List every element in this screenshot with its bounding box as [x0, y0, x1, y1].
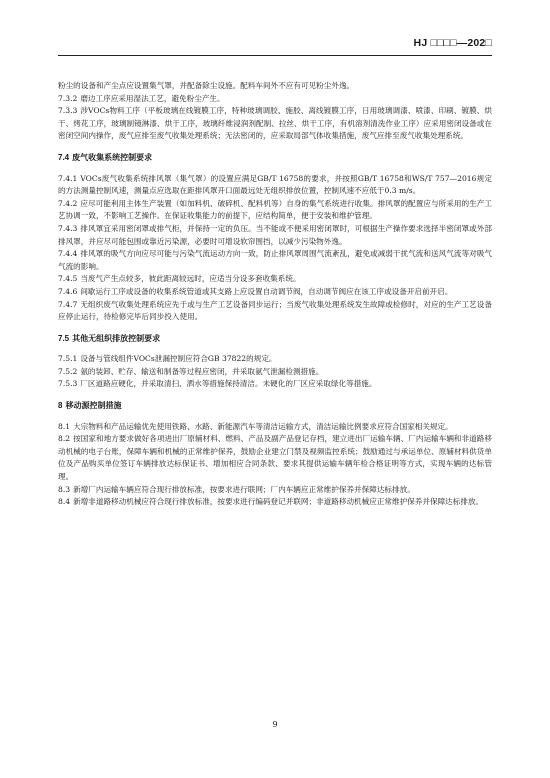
- clause-paragraph: [58, 223, 492, 248]
- clause-text: 设备与管线组件VOCs泄漏控制应符合GB 37822的规定。: [80, 354, 277, 364]
- section-heading: [58, 333, 492, 346]
- clause-number: 8: [58, 401, 63, 411]
- clause-number: 7.4: [58, 152, 70, 162]
- clause-text: 氨的装卸、贮存、输送和制备等过程应密闭，并采取氨气泄漏检测措施。: [80, 366, 324, 376]
- heading-text: 废气收集系统控制要求: [72, 152, 153, 162]
- clause-number: 7.4.3: [58, 223, 78, 233]
- clause-number: 7.4.6: [58, 286, 78, 296]
- clause-text: 新增非道路移动机械应符合现行排放标准，按要求进行编码登记并联网；非道路移动机械应正常维护保养并保障达标排放。: [73, 497, 484, 507]
- clause-paragraph: [58, 484, 492, 497]
- clause-text: 按国家和地方要求做好各项进出厂原辅材料、燃料、产品及副产品登记存档，建立进出厂运输车辆、厂内运输车辆和非道路移动机械的电子台账，保障车辆和机械的正常维护保养，鼓励企业建立门禁及视频监控系统；鼓励通过与承运单位、原辅材料供货单位及产品购买单位签订车辆排放达标保证书、增加相应合同条款、要求其提供运输车辆年检合格证明等方式，实现车辆的达标管理。: [58, 434, 492, 482]
- clause-number: 7.5.1: [58, 354, 78, 364]
- clause-number: 7.4.4: [58, 249, 78, 259]
- clause-number: 8.2: [58, 434, 71, 444]
- clause-text: 排风罩宜采用密闭罩或排气柜，并保持一定的负压。当不能或不便采用密闭罩时，可根据生产操作要求选择半密闭罩或外部排风罩，并应尽可能包围或靠近污染源，必要时可增设软帘围挡，以减少污染物外逸。: [58, 223, 492, 246]
- clause-paragraph: [58, 353, 492, 366]
- page-number: 9: [272, 720, 278, 729]
- clause-number: 7.4.1: [58, 173, 78, 183]
- clause-paragraph: [58, 496, 492, 509]
- clause-number: 7.4.2: [58, 198, 78, 208]
- clause-number: 7.3.3: [58, 106, 78, 116]
- section-heading: [58, 152, 492, 165]
- document-body: [58, 80, 492, 509]
- clause-number: 7.5.2: [58, 366, 78, 376]
- clause-paragraph: [58, 378, 492, 391]
- clause-number: 8.3: [58, 484, 71, 494]
- clause-number: 7.5: [58, 333, 70, 343]
- clause-paragraph: [58, 366, 492, 379]
- clause-paragraph: [58, 286, 492, 299]
- heading-text: 移动源控制措施: [65, 401, 122, 411]
- clause-text: 厂区道路应硬化，并采取清扫、洒水等措施保持清洁。未硬化的厂区应采取绿化等措施。: [80, 379, 377, 389]
- clause-paragraph: [58, 198, 492, 223]
- clause-paragraph: [58, 421, 492, 434]
- clause-paragraph: [58, 105, 492, 143]
- clause-text: 磨边工序应采用湿法工艺，避免粉尘产生。: [80, 93, 225, 103]
- clause-text: 间歇运行工序或设备的收集系统管道或其支路上应设置自动调节阀，自动调节阀应在该工序或设备开启前开启。: [80, 286, 453, 296]
- clause-text: 大宗物料和产品运输优先使用铁路、水路、新能源汽车等清洁运输方式，清洁运输比例要求应符合国家相关规定。: [73, 421, 453, 431]
- clause-text: VOCs废气收集系统排风罩（集气罩）的设置应满足GB/T 16758的要求，并按照GB/T 16758和WS/T 757—2016规定的方法测量控制风速，测量点应选取在距排风罩开口面最远处无组织排放位置，控制风速不应低于0.3 m/s。: [58, 173, 492, 196]
- clause-text: 粉尘的设备和产尘点应设置集气罩，并配备除尘设施。配料车间外不应有可见粉尘外逸。: [58, 81, 355, 90]
- clause-number: 7.5.3: [58, 379, 78, 389]
- standard-code-header: HJ □□□□—202□: [413, 37, 492, 49]
- clause-paragraph: [58, 173, 492, 198]
- clause-number: 7.4.5: [58, 274, 78, 284]
- clause-paragraph: [58, 80, 492, 93]
- clause-text: 新增厂内运输车辆应符合现行排放标准，按要求进行联网；厂内车辆应正常维护保养并保障达标排放。: [73, 484, 415, 494]
- clause-number: 7.4.7: [58, 299, 78, 309]
- clause-paragraph: [58, 433, 492, 483]
- clause-paragraph: [58, 273, 492, 286]
- clause-text: 当废气产生点较多，彼此距离较远时，应适当分设多套收集系统。: [80, 274, 301, 284]
- section-heading: [58, 400, 492, 413]
- clause-text: 排风罩的吸气方向应尽可能与污染气流运动方向一致，防止排风罩周围气流紊乱，避免或减弱干扰气流和送风气流等对吸气气流的影响。: [58, 249, 492, 271]
- clause-text: 涉VOCs物料工序（平板玻璃在线镀膜工序，特种玻璃调胶、施胶、离线镀膜工序，日用玻璃调漆、喷漆、印刷、镀膜、烘干、烤花工序，玻璃制镜淋漆、烘干工序，玻璃纤维浸润剂配制、拉丝、烘干工序，有机溶剂清洗作业工序）应采用密闭设备或在密闭空间内操作，废气应排至废气收集处理系统；无法密闭的，应采取局部气体收集措施，废气应排至废气收集处理系统。: [58, 106, 492, 141]
- clause-paragraph: [58, 93, 492, 106]
- clause-text: 应尽可能利用主体生产装置（如加料机、破碎机、配料机等）自身的集气系统进行收集。排风罩的配置应与所采用的生产工艺协调一致，不影响工艺操作。在保证收集能力的前提下，应结构简单，便于安装和维护管理。: [58, 198, 492, 221]
- header-rule: [58, 55, 492, 56]
- heading-text: 其他无组织排放控制要求: [72, 333, 161, 343]
- clause-paragraph: [58, 248, 492, 273]
- clause-paragraph: [58, 299, 492, 324]
- clause-text: 无组织废气收集处理系统应先于或与生产工艺设备同步运行；当废气收集处理系统发生故障或检修时，对应的生产工艺设备应停止运行，待检修完毕后同步投入使用。: [58, 299, 492, 322]
- clause-number: 7.3.2: [58, 93, 78, 103]
- clause-number: 8.4: [58, 497, 71, 507]
- clause-number: 8.1: [58, 421, 71, 431]
